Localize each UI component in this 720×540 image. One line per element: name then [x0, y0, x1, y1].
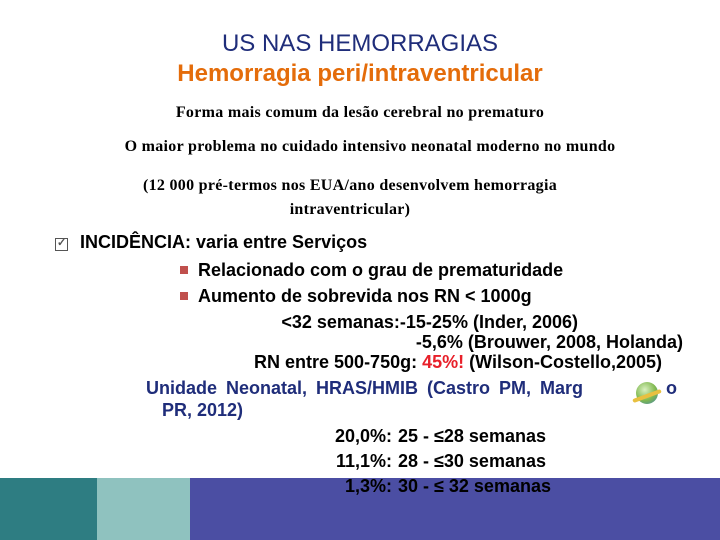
title-line-2: Hemorragia peri/intraventricular — [177, 60, 543, 87]
square-bullet-icon — [180, 292, 188, 300]
checkbox-icon: ✓ — [57, 237, 67, 249]
intro-line-3b: intraventricular) — [289, 201, 411, 218]
intro-line-2: O maior problema no cuidado intensivo neonatal moderno no mundo — [124, 138, 616, 155]
line-32-semanas: <32 semanas:-15-25% (Inder, 2006) — [281, 312, 578, 332]
row-range-2: 28 - ≤30 semanas — [398, 451, 546, 471]
row-pct-2: 11,1%: — [335, 451, 392, 471]
row-range-1: 25 - ≤28 semanas — [398, 426, 546, 446]
intro-line-1: Forma mais comum da lesão cerebral no prematuro — [175, 104, 545, 121]
incidence-heading: INCIDÊNCIA: varia entre Serviços — [80, 232, 368, 252]
bullet-text-2: Aumento de sobrevida nos RN < 1000g — [198, 286, 532, 306]
rn-percent: 45%! — [422, 352, 465, 372]
unit-line-1-end: o — [666, 378, 677, 398]
row-pct-1: 20,0%: — [334, 426, 392, 446]
unit-line-2: PR, 2012) — [162, 400, 244, 420]
unit-text: Unidade Neonatal, HRAS/HMIB (Castro PM, Marg — [146, 378, 584, 398]
unit-line-1 — [146, 378, 646, 399]
row-pct-3: 1,3%: — [344, 476, 392, 496]
intro-line-3a: (12 000 pré-termos nos EUA/ano desenvolvem hemorragia — [142, 177, 558, 194]
intro-line-3 — [100, 174, 600, 222]
line-brouwer: -5,6% (Brouwer, 2008, Holanda) — [415, 332, 683, 352]
square-bullet-icon — [180, 266, 188, 274]
title-line-1: US NAS HEMORRAGIAS — [221, 30, 499, 57]
line-rn-500-750 — [0, 352, 662, 373]
rn-citation: (Wilson-Costello,2005) — [464, 352, 662, 372]
row-range-3: 30 - ≤ 32 semanas — [398, 476, 551, 496]
rn-text: RN entre 500-750g: — [254, 352, 423, 372]
bullet-item-2 — [180, 286, 532, 307]
bullet-text-1: Relacionado com o grau de prematuridade — [198, 260, 564, 280]
bullet-item-1 — [180, 260, 563, 281]
globe-icon — [636, 382, 658, 404]
